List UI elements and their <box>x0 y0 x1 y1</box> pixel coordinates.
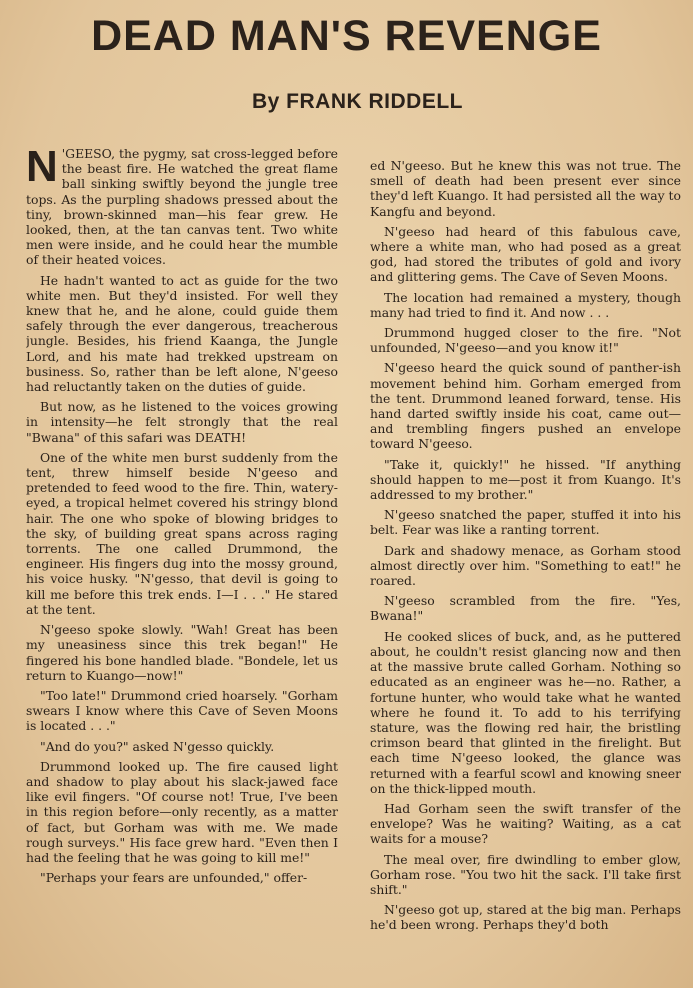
paragraph: The location had remained a mystery, though many had tried to find it. And now . . . <box>370 289 681 320</box>
paragraph: N'geeso spoke slowly. "Wah! Great has been my uneasiness since this trek began!" He fingered his bone handled blade. "Bondele, let us return to Kuango—now!" <box>26 622 338 683</box>
paragraph: N'geeso got up, stared at the big man. Perhaps he'd been wrong. Perhaps they'd both <box>370 902 681 933</box>
paragraph: "Too late!" Drummond cried hoarsely. "Gorham swears I know where this Cave of Seven Moons is located . . ." <box>26 687 338 734</box>
paragraph: N'geeso heard the quick sound of panther-ish movement behind him. Gorham emerged from the tent. Drummond leaned forward, tense. His hand darted swiftly inside his coat, came out—and trembling fingers pushed an envelope toward N'geeso. <box>370 360 681 452</box>
paragraph: He cooked slices of buck, and, as he puttered about, he couldn't resist glancing now and then at the massive brute called Gorham. Nothing so educated as an engineer was he—no. Rather, a fortune hunter, who would take what he wanted where he found it. To add to his terrifying stature, was the flowing red hair, the bristling crimson beard that glinted in the firelight. But each time N'geeso looked, the glance was returned with a fearful scowl and knowing sneer on the thick-lipped mouth. <box>370 628 681 796</box>
paragraph: N'geeso snatched the paper, stuffed it into his belt. Fear was like a ranting torrent. <box>370 507 681 538</box>
paragraph: N 'GEESO, the pygmy, sat cross-legged before the beast fire. He watched the great flame ball sinking swiftly beyond the jungle tree tops. As the purpling shadows pressed about the tiny, brown-skinned man—his fear grew. He looked, then, at the tan canvas tent. Two white men were inside, and he could hear the mumble of their heated voices. <box>26 146 338 268</box>
paragraph: Had Gorham seen the swift transfer of the envelope? Was he waiting? Waiting, as a cat waits for a mouse? <box>370 800 681 847</box>
paragraph: One of the white men burst suddenly from the tent, threw himself beside N'geeso and pretended to feed wood to the fire. Thin, watery-eyed, a tropical helmet covered his stringy blond hair. The one who spoke of blowing bridges to the sky, of building great spans across raging torrents. The one called Drummond, the engineer. His fingers dug into the mossy ground, his voice husky. "N'gesso, that devil is going to kill me before this trek ends. I—I . . ." He stared at the tent. <box>26 449 338 617</box>
paragraph: N'geeso scrambled from the fire. "Yes, Bwana!" <box>370 593 681 624</box>
paragraph: N'geeso had heard of this fabulous cave, where a white man, who had posed as a great god, had stored the tributes of gold and ivory and glittering gems. The Cave of Seven Moons. <box>370 223 681 285</box>
paragraph: Drummond looked up. The fire caused light and shadow to play about his slack-jawed face like evil fingers. "Of course not! True, I've been in this region before—only recently, as a matter of fact, but Gorham was with me. We made rough surveys." His face grew hard. "Even then I had the feeling that he was going to kill me!" <box>26 758 338 865</box>
paragraph: Dark and shadowy menace, as Gorham stood almost directly over him. "Something to eat!" he roared. <box>370 542 681 589</box>
left-column <box>26 146 338 926</box>
paragraph: But now, as he listened to the voices growing in intensity—he felt strongly that the real "Bwana" of this safari was DEATH! <box>26 399 338 445</box>
paragraph: "And do you?" asked N'gesso quickly. <box>40 738 275 754</box>
paragraph: The meal over, fire dwindling to ember glow, Gorham rose. "You two hit the sack. I'll take first shift." <box>370 851 681 897</box>
paragraph: ed N'geeso. But he knew this was not true. The smell of death had been present ever since they'd left Kuango. It had persisted all the way to Kangfu and beyond. <box>370 158 681 219</box>
right-column <box>370 158 681 940</box>
story-title: DEAD MAN'S REVENGE <box>91 12 602 60</box>
story-byline: By FRANK RIDDELL <box>252 90 463 113</box>
drop-cap: N <box>26 146 58 191</box>
paragraph: "Take it, quickly!" he hissed. "If anything should happen to me—post it from Kuango. It's addressed to my brother." <box>370 456 681 503</box>
paragraph: He hadn't wanted to act as guide for the two white men. But they'd insisted. For well they knew that he, and he alone, could guide them safely through the ever dangerous, treacherous jungle. Besides, his friend Kaanga, the Jungle Lord, and his mate had trekked upstream on business. So, rather than be left alone, N'geeso had reluctantly taken on the duties of guide. <box>26 272 338 395</box>
paragraph: "Perhaps your fears are unfounded," offer- <box>40 870 308 886</box>
paragraph: Drummond hugged closer to the fire. "Not unfounded, N'geeso—and you know it!" <box>370 325 681 356</box>
